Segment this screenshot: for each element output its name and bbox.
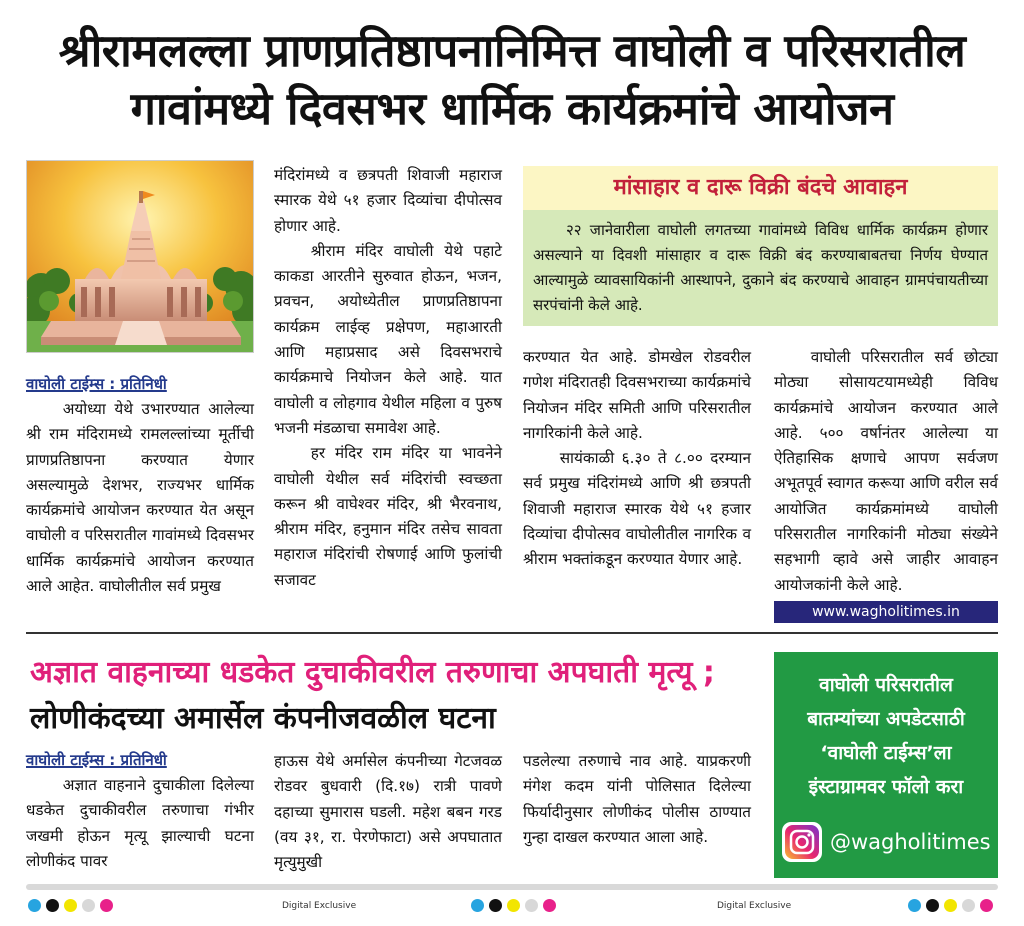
reg-dot-magenta	[543, 899, 556, 912]
story1-column-2	[274, 163, 502, 593]
story2-headline-part2: लोणीकंदच्या अमार्सेल कंपनीजवळील घटना	[30, 701, 496, 736]
ram-mandir-illustration	[27, 161, 254, 353]
story1-col3-para2: सायंकाळी ६.३० ते ८.०० दरम्यान सर्व प्रमुख मंदिरांमध्ये आणि श्री छत्रपती शिवाजी महाराज स्मारक येथे ५१ हजार दिव्यांचा दीपोत्सव वाघोलीतील नागरिक व श्रीराम भक्तांकडून करण्यात येणार आहे.	[523, 449, 751, 569]
promo-line-3: ‘वाघोली टाईम्स’ला	[820, 742, 952, 764]
reg-dot-cyan	[28, 899, 41, 912]
story2-col1-text: अज्ञात वाहनाने दुचाकीला दिलेल्या धडकेत दुचाकीवरील तरुणाचा गंभीर जखमी होऊन मृत्यू झाल्याची घटना लोणीकंद पावर	[26, 776, 254, 870]
promo-line-4: इंस्टाग्रामवर फॉलो करा	[808, 776, 964, 798]
story1-column-4	[774, 345, 998, 598]
bottom-bar	[26, 884, 998, 890]
story2-column-3	[523, 749, 751, 850]
appeal-box-title: मांसाहार व दारू विक्री बंदचे आवाहन	[523, 166, 998, 210]
main-headline-line2: गावांमध्ये दिवसभर धार्मिक कार्यक्रमांचे आयोजन	[130, 82, 894, 135]
story1-col1-text: अयोध्या येथे उभारण्यात आलेल्या श्री राम मंदिरामध्ये रामलल्लांच्या मूर्तीची प्राणप्रतिष्ठापना करण्यात येणार असल्यामुळे देशभर, राज्यभर धार्मिक कार्यक्रमांचे आयोजन करण्यात येत असून वाघोली व परिसरातील गावांमध्ये दिवसभर धार्मिक कार्यक्रमांचे आयोजन करण्यात आले आहेत. वाघोलीतील सर्व प्रमुख	[26, 400, 254, 596]
promo-line-2: बातम्यांच्या अपडेटसाठी	[807, 708, 965, 730]
story2-column-1	[26, 749, 254, 874]
story1-column-1	[26, 373, 254, 599]
registration-marks-center	[471, 899, 556, 912]
story2-column-2	[274, 749, 502, 875]
reg-dot-yellow	[944, 899, 957, 912]
story1-col2-para2: श्रीराम मंदिर वाघोली येथे पहाटे काकडा आरतीने सुरुवात होऊन, भजन, प्रवचन, अयोध्येतील प्राणप्रतिष्ठापना कार्यक्रम लाईव्ह प्रक्षेपण, महाआरती आणि महाप्रसाद असे दिवसभराचे कार्यक्रमाचे नियोजन केले आहे. यात वाघोली व लोहगाव येथील महिला व पुरुष भजनी मंडळाचा समावेश आहे.	[274, 241, 502, 437]
reg-dot-grey	[962, 899, 975, 912]
website-link[interactable]: www.wagholitimes.in	[774, 601, 998, 623]
reg-dot-black	[46, 899, 59, 912]
reg-dot-black	[489, 899, 502, 912]
instagram-icon	[782, 822, 822, 862]
main-headline-line1: श्रीरामलल्ला प्राणप्रतिष्ठापनानिमित्त वाघोली व परिसरातील	[58, 24, 966, 77]
appeal-box-body	[523, 210, 998, 326]
story2-headline-part1: अज्ञात वाहनाच्या धडकेत दुचाकीवरील तरुणाचा अपघाती मृत्यू ;	[30, 655, 715, 690]
reg-dot-magenta	[980, 899, 993, 912]
reg-dot-grey	[82, 899, 95, 912]
instagram-promo-box[interactable]	[774, 652, 998, 878]
story2-col3-text: पडलेल्या तरुणाचे नाव आहे. याप्रकरणी मंगेश कदम यांनी पोलिसात दिलेल्या फिर्यादीनुसार लोणीकंद पोलीस ठाण्यात गुन्हा दाखल करण्यात आला आहे.	[523, 752, 751, 846]
digital-exclusive-label-right: Digital Exclusive	[717, 901, 792, 911]
instagram-handle[interactable]: @wagholitimes	[830, 830, 991, 854]
main-headline	[14, 22, 1010, 138]
reg-dot-yellow	[64, 899, 77, 912]
reg-dot-cyan	[471, 899, 484, 912]
story1-col2-para1: मंदिरांमध्ये व छत्रपती शिवाजी महाराज स्मारक येथे ५१ हजार दिव्यांचा दीपोत्सव होणार आहे.	[274, 166, 502, 235]
reg-dot-grey	[525, 899, 538, 912]
ram-mandir-image	[26, 160, 254, 353]
appeal-box-text: २२ जानेवारीला वाघोली लगतच्या गावांमध्ये विविध धार्मिक कार्यक्रम होणार असल्याने या दिवशी मांसाहार व दारू विक्री बंद करण्याबाबतचा निर्णय घेण्यात आल्यामुळे व्यावसायिकांनी आस्थापने, दुकाने बंद करण्याचे आवाहन ग्रामपंचायतीच्या सरपंचांनी केले आहे.	[533, 221, 988, 314]
reg-dot-yellow	[507, 899, 520, 912]
reg-dot-cyan	[908, 899, 921, 912]
story2-headline	[30, 650, 760, 742]
story1-col4-text: वाघोली परिसरातील सर्व छोट्या मोठ्या सोसायटयामध्येही विविध कार्यक्रमांचे आयोजन करण्यात आले आहे. ५०० वर्षानंतर आलेल्या या ऐतिहासिक क्षणाचे आपण सर्वजण अभूतपूर्व स्वागत करूया आणि वरील सर्व आयोजित कार्यक्रमांमध्ये वाघोली परिसरातील नागरिकांनी मोठ्या संख्येने सहभागी व्हावे असे जाहीर आवाहन आयोजकांनी केले आहे.	[774, 348, 998, 594]
story1-byline: वाघोली टाईम्स : प्रतिनिधी	[26, 375, 167, 393]
story2-byline: वाघोली टाईम्स : प्रतिनिधी	[26, 751, 167, 769]
story2-col2-text: हाऊस येथे अर्मासेल कंपनीच्या गेटजवळ रोडवर बुधवारी (दि.१७) रात्री पावणे दहाच्या सुमारास घडली. महेश बबन गरड (वय ३१, रा. पेरणेफाटा) असे अपघातात मृत्युमुखी	[274, 752, 502, 872]
reg-dot-black	[926, 899, 939, 912]
registration-marks-right	[908, 899, 993, 912]
reg-dot-magenta	[100, 899, 113, 912]
story1-column-3	[523, 345, 751, 573]
digital-exclusive-label-left: Digital Exclusive	[282, 901, 357, 911]
registration-marks-left	[28, 899, 113, 912]
story1-col2-para3: हर मंदिर राम मंदिर या भावनेने वाघोली येथील सर्व मंदिरांची स्वच्छता करून श्री वाघेश्वर मंदिर, श्री भैरवनाथ, श्रीराम मंदिर, हनुमान मंदिर तसेच सावता महाराज मंदिरांची रोषणाई आणि फुलांची सजावट	[274, 444, 502, 589]
section-divider	[26, 632, 998, 634]
instagram-handle-row[interactable]	[782, 820, 992, 864]
promo-line-1: वाघोली परिसरातील	[819, 674, 953, 696]
story1-col3-para1: करण्यात येत आहे. डोमखेल रोडवरील गणेश मंदिरातही दिवसभराच्या कार्यक्रमांचे नियोजन मंदिर समिती आणि परिसरातील नागरिकांनी केले आहे.	[523, 348, 751, 442]
